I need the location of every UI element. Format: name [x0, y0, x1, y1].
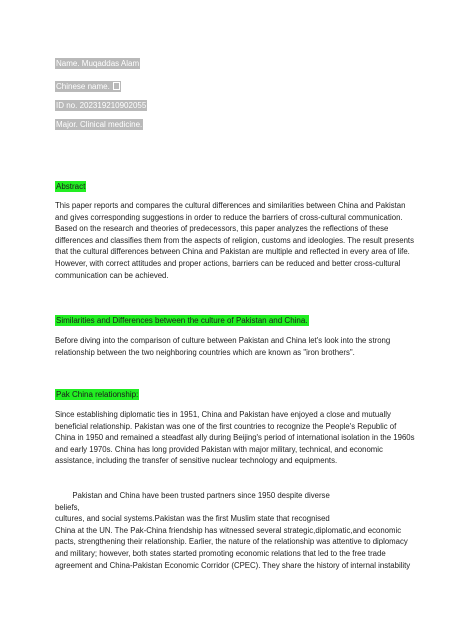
paragraph-line: that the cultural differences between China and Pakistan are multiple and reflected in every area of life. — [55, 247, 410, 257]
paragraph-line: and early 1970s. China has long provided Pakistan with major military, technical, and economic — [55, 444, 383, 454]
paragraph-line: assistance, including the transfer of sensitive nuclear technology and equipments. — [55, 456, 338, 466]
similarities-paragraph — [55, 335, 425, 358]
student-major: Major. Clinical medicine. — [56, 120, 143, 129]
paragraph-line: cultures, and social systems.Pakistan was the first Muslim state that recognised — [55, 514, 330, 524]
paragraph-line: and gives corresponding suggestions in order to reduce the barriers of cross-cultural communication. — [55, 212, 403, 222]
paragraph-line: beneficial relationship. Pakistan was one of the first countries to recognize the People's Republic of — [55, 421, 397, 431]
paragraph-line: relationship between the two neighboring countries which are known as "iron brothers". — [55, 347, 355, 357]
paragraph-line: pacts, strengthening their relationship. Earlier, the nature of the relationship was attentive to diplomacy — [55, 537, 408, 547]
paragraph-line: differences and classifies them from the aspects of religion, customs and ideologies. The result presents — [55, 235, 414, 245]
paragraph-line: China at the UN. The Pak-China friendship has witnessed several strategic,diplomatic,and economic — [55, 525, 402, 535]
paragraph-line: This paper reports and compares the cultural differences and similarities between China and Pakistan — [55, 201, 406, 210]
relationship-paragraph — [55, 409, 425, 467]
partners-paragraph — [55, 490, 425, 571]
chinese-name — [55, 81, 121, 92]
paragraph-line: China in 1950 and remained a steadfast ally during Beijing's period of international isolation in the 1960s — [55, 433, 415, 443]
student-id: ID no. 202319210902055 — [56, 101, 147, 110]
paragraph-line: and military; however, both states started promoting economic relations that led to the free trade — [55, 548, 386, 558]
abstract-heading: Abstract — [56, 182, 86, 191]
chinese-characters-placeholder — [113, 82, 120, 90]
abstract-paragraph — [55, 200, 425, 281]
paragraph-line: beliefs, — [55, 502, 80, 512]
student-name: Name. Muqaddas Alam — [56, 59, 140, 68]
paragraph-line: communication can be achieved. — [55, 270, 169, 280]
paragraph-line: Before diving into the comparison of culture between Pakistan and China let's look into the strong — [55, 336, 391, 345]
similarities-heading: Similarities and Differences between the culture of Pakistan and China. — [56, 316, 308, 325]
paragraph-line: Pakistan and China have been trusted partners since 1950 despite diverse — [55, 491, 330, 500]
paragraph-line: agreement and China-Pakistan Economic Corridor (CPEC). They share the history of internal instability — [55, 560, 411, 570]
paragraph-line: Based on the research and theories of predecessors, this paper analyzes the reflections of these — [55, 224, 389, 234]
paragraph-line: However, with correct attitudes and proper actions, barriers can be reduced and better cross-cultural — [55, 258, 401, 268]
relationship-heading: Pak China relationship: — [56, 390, 139, 399]
chinese-name-label: Chinese name. — [56, 82, 113, 91]
paragraph-line: Since establishing diplomatic ties in 1951, China and Pakistan have enjoyed a close and mutually — [55, 410, 391, 419]
